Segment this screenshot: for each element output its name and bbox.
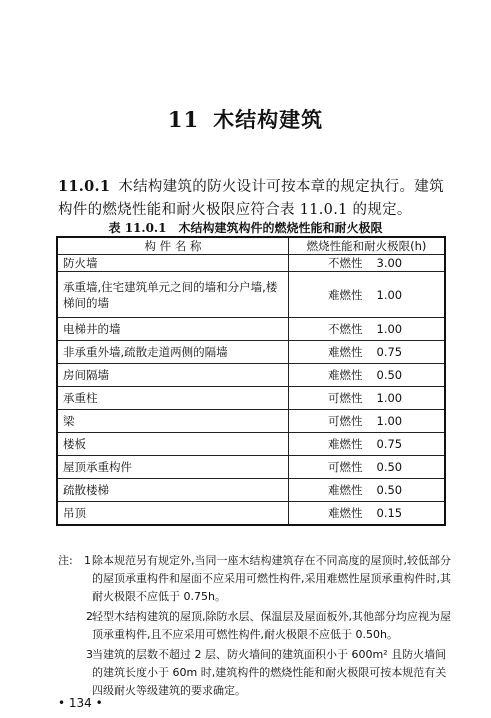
table-number: 表 11.0.1 <box>108 221 167 235</box>
note-number: 2 <box>86 610 93 623</box>
section-number: 11.0.1 <box>58 178 111 195</box>
note-text: 轻型木结构建筑的屋顶,除防水层、保温层及屋面板外,其他部分均应视为屋顶承重构件,且不应采用可燃性构件,耐火极限不应低于 0.50h。 <box>92 610 451 641</box>
component-name: 楼板 <box>57 433 289 456</box>
note-item <box>58 646 454 700</box>
table-header-row <box>57 237 445 255</box>
chapter-title <box>0 104 491 134</box>
note-text: 当建筑的层数不超过 2 层、防火墙间的建筑面积小于 600m² 且防火墙间的建筑长度小于 60m 时,建筑构件的燃烧性能和耐火极限可按本规范有关四级耐火等级建筑的要求确定。 <box>92 648 447 697</box>
combustibility-class: 难燃性 <box>328 437 363 451</box>
intro-text: 木结构建筑的防火设计可按本章的规定执行。建筑构件的燃烧性能和耐火极限应符合表 11.0.1 的规定。 <box>58 179 444 218</box>
performance-cell <box>289 479 446 502</box>
performance-cell <box>289 255 446 272</box>
performance-cell <box>289 433 446 456</box>
combustibility-class: 可燃性 <box>328 460 363 474</box>
performance-cell <box>289 502 446 525</box>
fire-rating-hours: 0.75 <box>376 345 403 359</box>
component-name: 电梯井的墙 <box>57 318 289 341</box>
component-name: 承重墙,住宅建筑单元之间的墙和分户墙,楼梯间的墙 <box>57 272 289 318</box>
page-number: • 134 • <box>58 696 103 710</box>
combustibility-class: 难燃性 <box>328 287 363 302</box>
header-performance: 燃烧性能和耐火极限(h) <box>289 237 446 255</box>
fire-resistance-table <box>56 236 446 526</box>
note-number: 1 <box>84 554 91 567</box>
performance-cell <box>289 387 446 410</box>
table-caption <box>0 219 491 236</box>
component-name: 吊顶 <box>57 502 289 525</box>
fire-rating-hours: 0.75 <box>376 437 403 451</box>
note-item <box>58 608 454 644</box>
fire-rating-hours: 0.50 <box>376 460 403 474</box>
notes-label: 注: <box>58 554 73 567</box>
fire-rating-hours: 1.00 <box>376 414 403 428</box>
combustibility-class: 难燃性 <box>328 483 363 497</box>
combustibility-class: 可燃性 <box>328 414 363 428</box>
fire-rating-hours: 0.50 <box>376 368 403 382</box>
table-row <box>57 479 445 502</box>
component-name: 疏散楼梯 <box>57 479 289 502</box>
header-component-name: 构 件 名 称 <box>57 237 289 255</box>
note-text: 除本规范另有规定外,当同一座木结构建筑存在不同高度的屋顶时,较低部分的屋顶承重构件和屋面不应采用可燃性构件,采用难燃性屋顶承重构件时,其耐火极限不应低于 0.75h。 <box>92 554 451 603</box>
fire-rating-hours: 0.50 <box>376 483 403 497</box>
table-row <box>57 341 445 364</box>
table-row <box>57 456 445 479</box>
fire-rating-hours: 1.00 <box>376 287 403 302</box>
note-item <box>58 552 454 606</box>
table-notes <box>58 552 454 702</box>
fire-rating-hours: 3.00 <box>376 256 403 270</box>
component-name: 房间隔墙 <box>57 364 289 387</box>
combustibility-class: 不燃性 <box>328 322 363 336</box>
table-title: 木结构建筑构件的燃烧性能和耐火极限 <box>178 221 383 235</box>
fire-rating-hours: 1.00 <box>376 322 403 336</box>
table-row <box>57 364 445 387</box>
table-row <box>57 318 445 341</box>
table-row <box>57 410 445 433</box>
performance-cell <box>289 272 446 318</box>
table-row <box>57 502 445 525</box>
combustibility-class: 难燃性 <box>328 368 363 382</box>
intro-paragraph <box>58 175 450 222</box>
performance-cell <box>289 410 446 433</box>
performance-cell <box>289 318 446 341</box>
combustibility-class: 难燃性 <box>328 505 363 520</box>
performance-cell <box>289 456 446 479</box>
component-name: 承重柱 <box>57 387 289 410</box>
fire-rating-hours: 1.00 <box>376 391 403 405</box>
component-name: 梁 <box>57 410 289 433</box>
table-row <box>57 433 445 456</box>
table-row <box>57 255 445 272</box>
component-name: 屋顶承重构件 <box>57 456 289 479</box>
component-name: 防火墙 <box>57 255 289 272</box>
performance-cell <box>289 341 446 364</box>
note-number: 3 <box>86 648 93 661</box>
performance-cell <box>289 364 446 387</box>
combustibility-class: 难燃性 <box>328 345 363 359</box>
combustibility-class: 不燃性 <box>328 256 363 270</box>
chapter-name: 木结构建筑 <box>213 107 324 132</box>
fire-rating-hours: 0.15 <box>376 505 403 520</box>
chapter-number: 11 <box>167 107 200 132</box>
component-name: 非承重外墙,疏散走道两侧的隔墙 <box>57 341 289 364</box>
table-row <box>57 387 445 410</box>
table-row <box>57 272 445 318</box>
combustibility-class: 可燃性 <box>328 391 363 405</box>
